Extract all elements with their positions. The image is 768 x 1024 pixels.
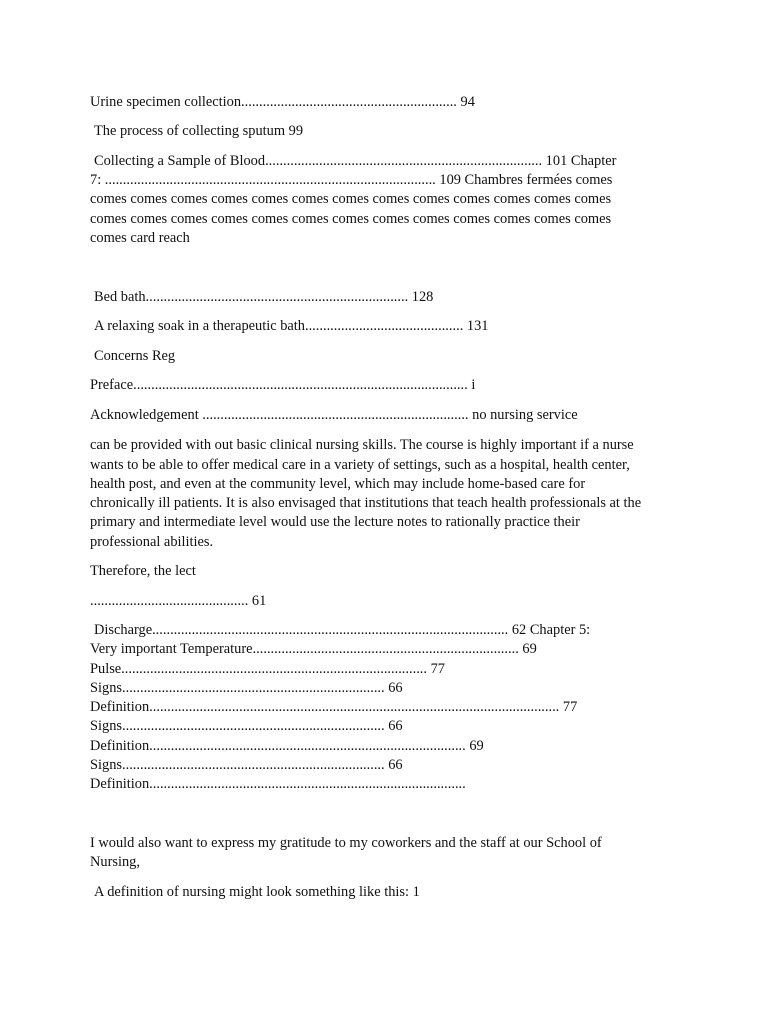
text-line-gratitude-1: I would also want to express my gratitude to my coworkers and the staff at our School of: [90, 835, 602, 851]
toc-line-definition-2: Definition........................................................................................ 69: [90, 738, 484, 754]
toc-line-therapeutic-bath: A relaxing soak in a therapeutic bath............................................ 131: [94, 318, 489, 334]
toc-line-sputum: The process of collecting sputum 99: [94, 123, 304, 139]
toc-line-61: ............................................ 61: [90, 593, 267, 609]
toc-line-signs-2: Signs......................................................................... 66: [90, 718, 403, 734]
toc-line-definition-1: Definition.................................................................................................................. 77: [90, 699, 578, 715]
toc-line-bed-bath: Bed bath......................................................................... 128: [94, 289, 434, 305]
toc-line-chapter-7: 7: ............................................................................................ 109 Chambres fermées comes: [90, 172, 613, 188]
paragraph-line-6: professional abilities.: [90, 534, 214, 550]
text-line-comes-1: comes comes comes comes comes comes comes comes comes comes comes comes comes: [90, 191, 612, 207]
toc-line-preface: Preface............................................................................................. i: [90, 377, 476, 393]
text-line-definition-nursing: A definition of nursing might look something like this: 1: [94, 884, 420, 900]
toc-line-definition-3: Definition........................................................................................: [90, 776, 466, 792]
text-line-concerns: Concerns Reg: [94, 348, 176, 364]
toc-line-acknowledgement: Acknowledgement .......................................................................... no nursing service: [90, 407, 578, 423]
paragraph-line-4: chronically ill patients. It is also envisaged that institutions that teach health professionals at the: [90, 495, 642, 511]
paragraph-line-3: health post, and even at the community level, which may include home-based care for: [90, 476, 586, 492]
text-line-comes-2: comes comes comes comes comes comes comes comes comes comes comes comes comes: [90, 211, 612, 227]
text-line-therefore: Therefore, the lect: [90, 563, 196, 579]
paragraph-line-1: can be provided with out basic clinical nursing skills. The course is highly important if a nurse: [90, 437, 634, 453]
toc-line-blood-sample: Collecting a Sample of Blood............................................................................. 101 Chapter: [94, 153, 617, 169]
text-line-gratitude-2: Nursing,: [90, 854, 140, 870]
toc-line-temperature: Very important Temperature.......................................................................... 69: [90, 641, 537, 657]
toc-line-discharge: Discharge................................................................................................... 62 Chapter 5:: [94, 622, 591, 638]
text-line-card-reach: comes card reach: [90, 230, 190, 246]
toc-line-signs-1: Signs......................................................................... 66: [90, 680, 403, 696]
paragraph-line-2: wants to be able to offer medical care in a variety of settings, such as a hospital, health center,: [90, 457, 630, 473]
toc-line-signs-3: Signs......................................................................... 66: [90, 757, 403, 773]
toc-line-urine-specimen: Urine specimen collection............................................................ 94: [90, 94, 475, 110]
toc-line-pulse: Pulse..................................................................................... 77: [90, 661, 445, 677]
paragraph-line-5: primary and intermediate level would use the lecture notes to rationally practice their: [90, 514, 580, 530]
